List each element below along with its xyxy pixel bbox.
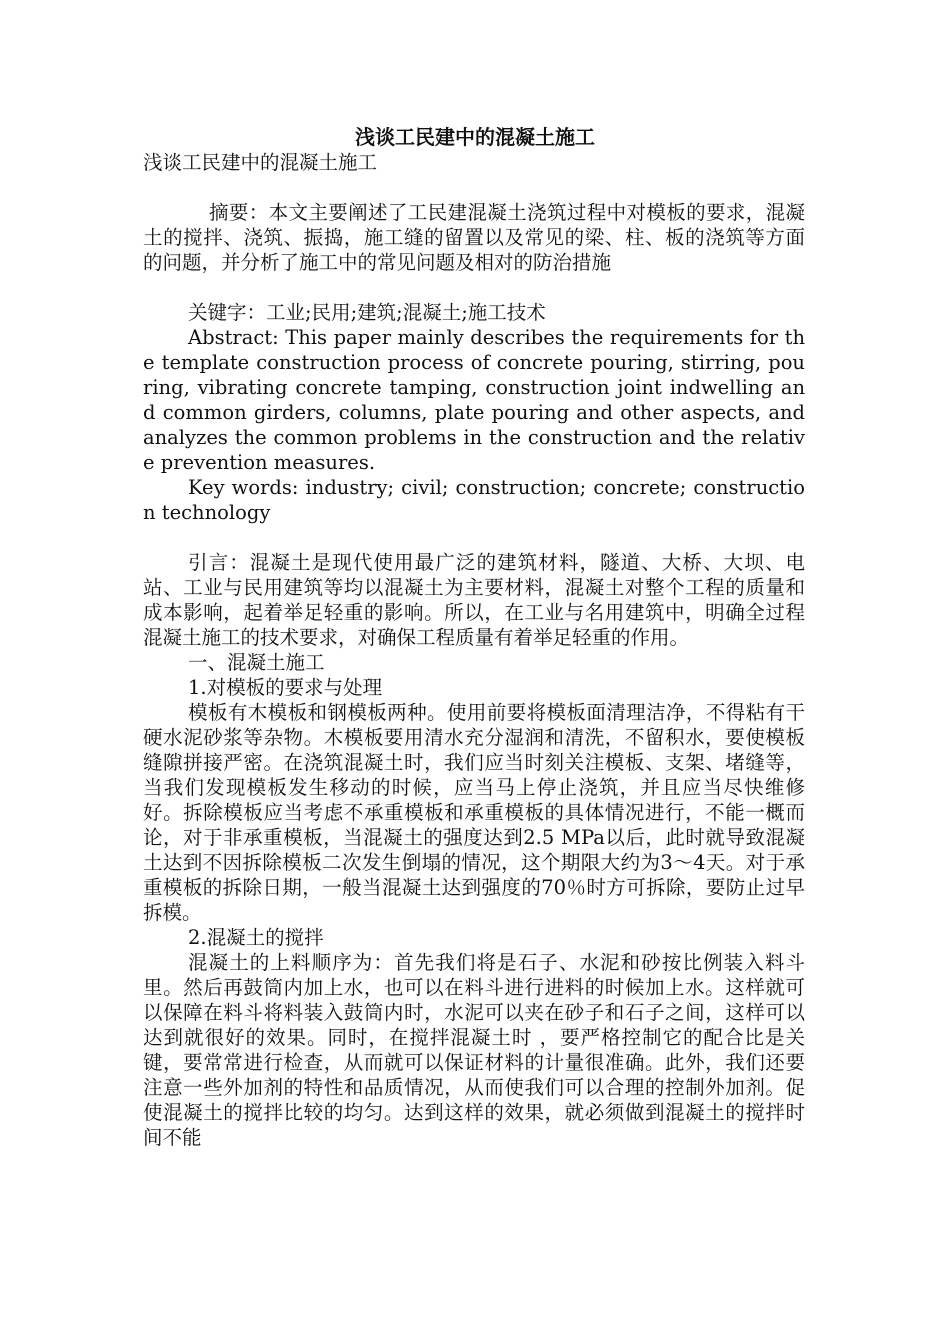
blank-line [143,275,805,300]
blank-line [143,175,805,200]
paragraph-mixing: 混凝土的上料顺序为：首先我们将是石子、水泥和砂按比例装入料斗里。然后再鼓筒内加上水，也可以在料斗进行进料的时候加上水。这样就可以保障在料斗将料装入鼓筒内时，水泥可以夹在砂子和石子之间，这样可以达到就很好的效果。同时，在搅拌混凝土时 ，要严格控制它的配合比是关键，要常常进行检查，从而就可以保证材料的计量很准确。此外，我们还要注意一些外加剂的特性和品质情况，从而使我们可以合理的控制外加剂。促使混凝土的搅拌比较的均匀。达到这样的效果，就必须做到混凝土的搅拌时间不能 [143,951,805,1149]
subsection-heading: 2.混凝土的搅拌 [188,926,324,949]
keywords-zh: 关键字：工业;民用;建筑;混凝土;施工技术 [188,301,546,324]
document-subtitle: 浅谈工民建中的混凝土施工 [143,151,378,174]
abstract-en: Abstract: This paper mainly describes the requirements for the template construction process of concrete pouring, stirring, pouring, vibrating concrete tamping, construction joint indwelling and common girders, columns, plate pouring and other aspects, and analyzes the common problems in the construction and the relative prevention measures. [143,326,805,474]
abstract-zh: 摘要：本文主要阐述了工民建混凝土浇筑过程中对模板的要求，混凝土的搅拌、浇筑、振捣，施工缝的留置以及常见的梁、柱、板的浇筑等方面的问题，并分析了施工中的常见问题及相对的防治措施 [143,201,805,274]
document-title: 浅谈工民建中的混凝土施工 [355,125,595,149]
paragraph-formwork: 模板有木模板和钢模板两种。使用前要将模板面清理洁净，不得粘有干硬水泥砂浆等杂物。木模板要用清水充分湿润和清洗，不留积水，要使模板缝隙拼接严密。在浇筑混凝土时，我们应当时刻关注模板、支架、堵缝等，当我们发现模板发生移动的时候，应当马上停止浇筑，并且应当尽快维修好。拆除模板应当考虑不承重模板和承重模板的具体情况进行，不能一概而论，对于非承重模板，当混凝土的强度达到2.5 MPa以后，此时就导致混凝土达到不因拆除模板二次发生倒塌的情况，这个期限大约为3～4天。对于承重模板的拆除日期，一般当混凝土达到强度的70％时方可拆除，要防止过早拆模。 [143,701,805,924]
intro-paragraph: 引言：混凝土是现代使用最广泛的建筑材料，隧道、大桥、大坝、电站、工业与民用建筑等均以混凝土为主要材料，混凝土对整个工程的质量和成本影响，起着举足轻重的影响。所以，在工业与名用建筑中，明确全过程混凝土施工的技术要求，对确保工程质量有着举足轻重的作用。 [143,551,805,649]
keywords-en: Key words: industry; civil; construction; concrete; construction technology [143,476,805,524]
subsection-heading: 1.对模板的要求与处理 [188,676,383,699]
blank-line [143,525,805,550]
document-body [143,150,805,1150]
section-heading: 一、混凝土施工 [188,651,325,674]
